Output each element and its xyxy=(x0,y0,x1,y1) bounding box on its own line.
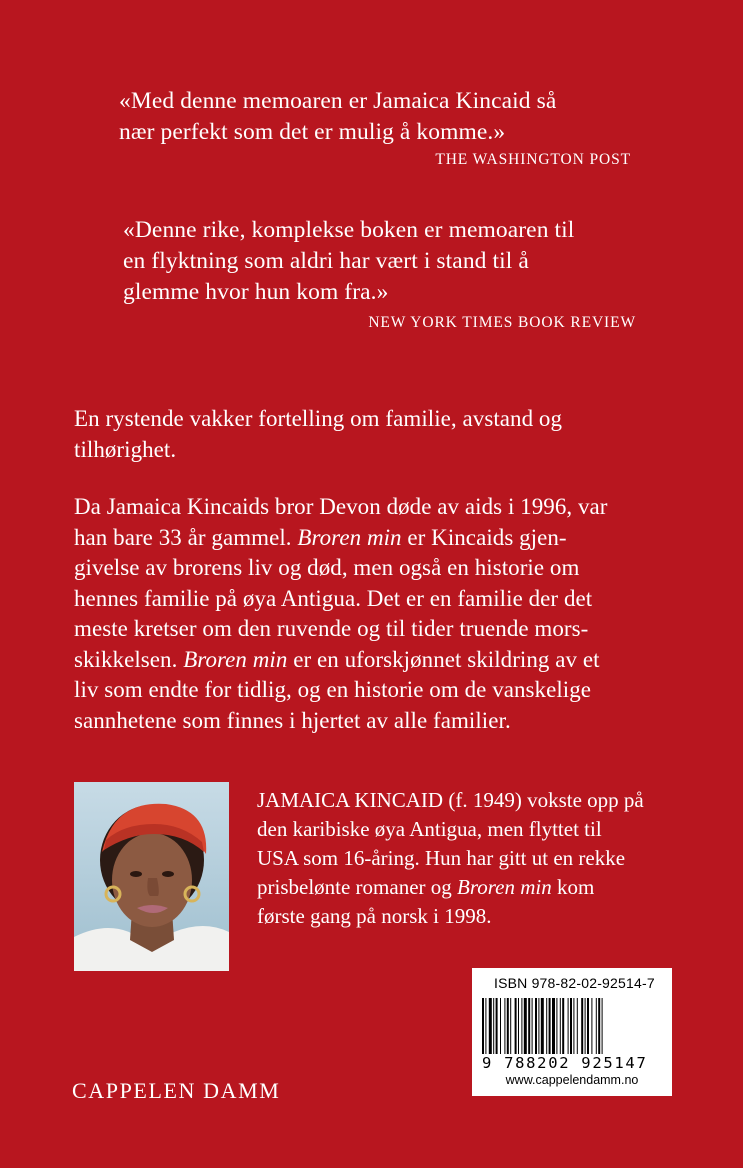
barcode-bar xyxy=(587,998,589,1054)
isbn-label: ISBN 978-82-02-92514-7 xyxy=(494,975,655,991)
barcode-bar xyxy=(598,998,600,1054)
barcode-bar xyxy=(510,998,511,1054)
author-line: første gang på norsk i 1998. xyxy=(257,904,492,928)
barcode-bar xyxy=(489,998,492,1054)
barcode-bar xyxy=(482,998,484,1054)
barcode-bar xyxy=(493,998,494,1054)
author-bio xyxy=(257,786,697,931)
author-line: den karibiske øya Antigua, men flyttet til xyxy=(257,817,602,841)
barcode-bar xyxy=(573,998,574,1054)
author-text: kom xyxy=(551,875,595,899)
publisher-url: www.cappelendamm.no xyxy=(505,1073,639,1087)
barcode-bar xyxy=(568,998,569,1054)
barcode-bar xyxy=(528,998,530,1054)
publisher-logo: CAPPELEN DAMM xyxy=(72,1078,281,1103)
barcode-bar xyxy=(560,998,561,1054)
barcode-bar xyxy=(496,998,498,1054)
tagline xyxy=(74,404,684,465)
barcode-bar xyxy=(581,998,583,1054)
description-line: liv som endte for tidlig, og en historie om de vanskelige xyxy=(74,677,592,702)
barcode-bar xyxy=(556,998,557,1054)
barcode-bar xyxy=(591,998,592,1054)
description-line xyxy=(74,645,694,676)
isbn-barcode xyxy=(472,968,672,1096)
barcode-bar xyxy=(515,998,517,1054)
book-title: Broren min xyxy=(457,875,552,899)
description-line: hennes familie på øya Antigua. Det er en familie der det xyxy=(74,585,593,611)
barcode-bar xyxy=(577,998,578,1054)
barcode-bar xyxy=(535,998,537,1054)
barcode-bar xyxy=(570,998,572,1054)
description-text: han bare 33 år gammel. xyxy=(74,524,298,550)
book-description xyxy=(74,492,694,736)
author-line xyxy=(257,873,697,902)
description-text: er en uforskjønnet skildring av et xyxy=(287,646,600,672)
barcode-bar xyxy=(518,998,519,1054)
barcode-bar xyxy=(504,998,505,1054)
author-text: prisbelønte romaner og xyxy=(257,875,458,899)
barcode-bar xyxy=(524,998,527,1054)
description-text: skikkelsen. xyxy=(74,646,184,672)
barcode-bar xyxy=(485,998,486,1054)
barcode-bar xyxy=(602,998,603,1054)
book-title: Broren min xyxy=(183,646,288,672)
barcode-bar xyxy=(585,998,586,1054)
author-line: JAMAICA KINCAID (f. 1949) vokste opp på xyxy=(257,788,644,812)
barcode-bar xyxy=(546,998,547,1054)
description-line: givelse av brorens liv og død, men også en historie om xyxy=(74,555,580,580)
quote-line: «Denne rike, komplekse boken er memoaren til xyxy=(123,217,575,243)
barcode-bar xyxy=(596,998,597,1054)
description-line: Da Jamaica Kincaids bror Devon døde av aids i 1996, var xyxy=(74,494,608,519)
barcode-bar xyxy=(541,998,544,1054)
barcode-bar xyxy=(521,998,522,1054)
quote-line: en flyktning som aldri har vært i stand til å xyxy=(123,248,529,274)
book-title: Broren min xyxy=(297,524,402,550)
barcode-bar xyxy=(538,998,539,1054)
quote-line: glemme hvor hun kom fra.» xyxy=(123,279,389,305)
description-text: er Kincaids gjen- xyxy=(401,524,567,550)
quote-line: «Med denne memoaren er Jamaica Kincaid så xyxy=(119,88,557,114)
quote-source-1: THE WASHINGTON POST xyxy=(435,151,631,168)
description-line xyxy=(74,523,694,554)
review-quote-2 xyxy=(123,215,683,308)
description-line: sannhetene som finnes i hjertet av alle familier. xyxy=(74,707,511,733)
barcode-bar xyxy=(507,998,509,1054)
tagline-line: tilhørighet. xyxy=(74,436,177,462)
barcode-bar xyxy=(562,998,564,1054)
description-line: meste kretser om den ruvende og til tider truende mors- xyxy=(74,616,589,641)
quote-line: nær perfekt som det er mulig å komme.» xyxy=(119,119,506,145)
author-photo xyxy=(74,782,229,971)
barcode-bar xyxy=(549,998,551,1054)
author-line: USA som 16-åring. Hun har gitt ut en rekke xyxy=(257,846,626,870)
quote-source-2: NEW YORK TIMES BOOK REVIEW xyxy=(368,314,636,331)
barcode-bar xyxy=(532,998,533,1054)
barcode-bars xyxy=(480,998,666,1056)
barcode-bar xyxy=(552,998,555,1054)
barcode-bar xyxy=(500,998,501,1054)
barcode-digits: 9 788202 925147 xyxy=(482,1054,648,1072)
review-quote-1 xyxy=(119,86,679,148)
tagline-line: En rystende vakker fortelling om familie, avstand og xyxy=(74,406,563,431)
